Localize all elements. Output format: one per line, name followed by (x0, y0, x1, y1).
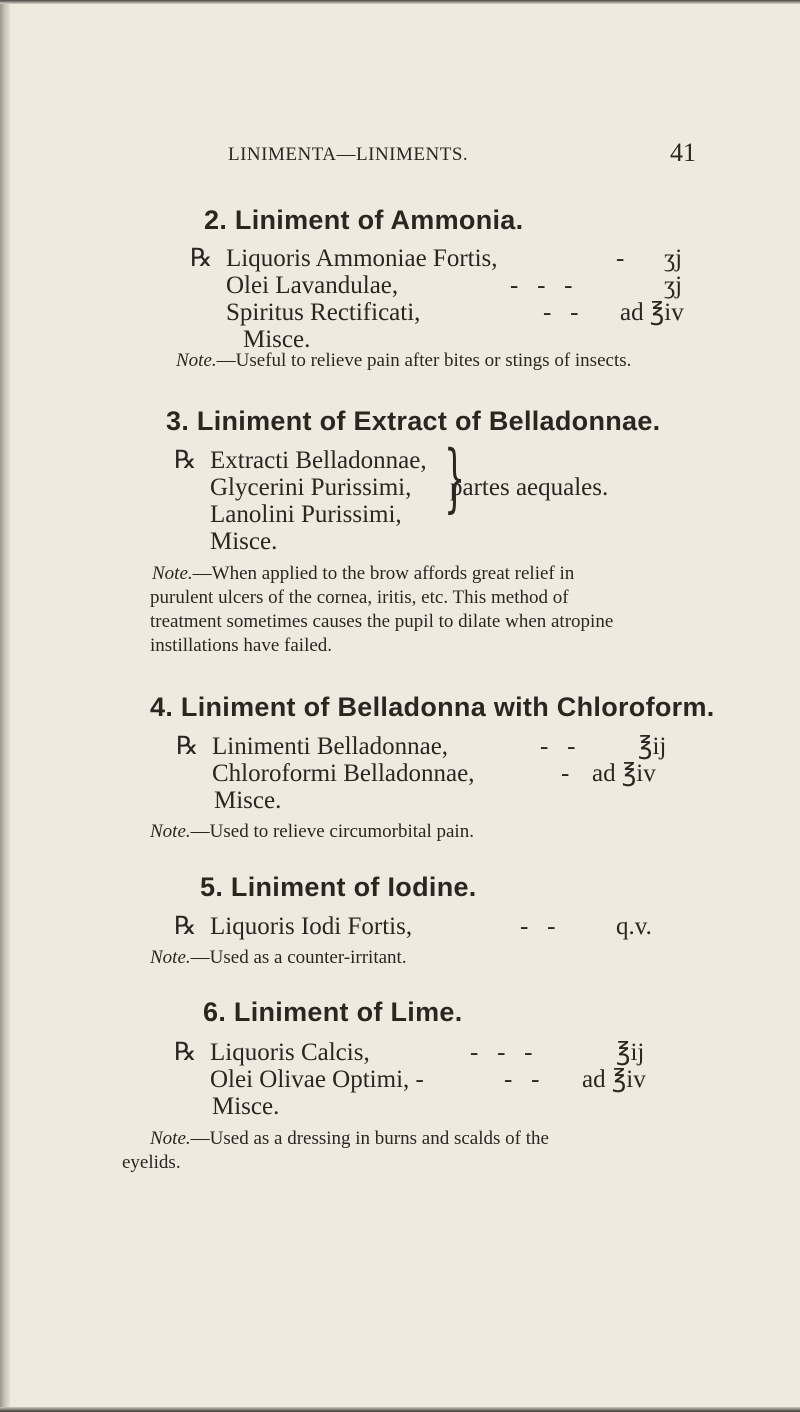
recipe-iodine (174, 913, 694, 943)
ingredient-name: Liquoris Ammoniae Fortis, (226, 245, 498, 272)
section-heading-extract-belladonnae: 3. Liniment of Extract of Belladonnae. (166, 406, 661, 436)
misce-instruction: Misce. (243, 326, 311, 353)
section-heading-belladonna-chloroform: 4. Liniment of Belladonna with Chloroform. (150, 692, 715, 722)
note-ammonia (176, 349, 631, 372)
recipe-belladonna-chloroform (176, 733, 696, 833)
note-label: Note. (176, 350, 217, 371)
leader-dashes: - - - (510, 272, 573, 299)
ingredient-name: Olei Olivae Optimi, - (210, 1066, 424, 1093)
rx-symbol: ℞ (174, 447, 197, 474)
ingredient-name: Olei Lavandulae, (226, 272, 399, 299)
note-text: —Used as a counter-irritant. (190, 947, 407, 968)
page-binding-edge (0, 0, 10, 1412)
section-heading-lime: 6. Liniment of Lime. (203, 997, 463, 1027)
rx-symbol: ℞ (174, 913, 197, 940)
leader-dashes: - - (504, 1066, 540, 1093)
ingredient-amount: ʒj (664, 272, 683, 299)
ingredient-name: Linimenti Belladonnae, (212, 733, 449, 760)
ingredient-amount: ad ℥iv (620, 299, 684, 326)
ingredient-name: Liquoris Iodi Fortis, (210, 913, 413, 940)
ingredient-amount: q.v. (616, 913, 652, 940)
ingredient-name: Liquoris Calcis, (210, 1039, 370, 1066)
ingredient-name: Extracti Belladonnae, (210, 447, 427, 474)
ingredient-amount: ℥ij (638, 733, 667, 760)
rx-symbol: ℞ (190, 245, 213, 272)
rx-symbol: ℞ (174, 1039, 197, 1066)
section-heading-iodine: 5. Liniment of Iodine. (200, 872, 477, 902)
ingredient-name: Spiritus Rectificati, (226, 299, 421, 326)
page-number: 41 (670, 138, 696, 167)
right-brace: } (444, 435, 466, 521)
misce-instruction: Misce. (212, 1093, 280, 1120)
note-label: Note. (152, 563, 193, 584)
note-text-line: treatment sometimes causes the pupil to dilate when atropine (150, 611, 614, 632)
leader-dashes: - (616, 245, 625, 272)
note-text-line: instillations have failed. (150, 635, 333, 656)
leader-dashes: - - (520, 913, 556, 940)
section-heading-ammonia: 2. Liniment of Ammonia. (204, 205, 524, 235)
leader-dashes: - - - (470, 1039, 533, 1066)
running-title: LINIMENTA—LINIMENTS. (228, 144, 469, 165)
note-extract-belladonnae-line1 (152, 562, 574, 585)
rx-symbol: ℞ (176, 733, 199, 760)
note-lime-line1 (150, 1127, 549, 1150)
note-label: Note. (150, 821, 191, 842)
page-top-edge (0, 0, 800, 4)
note-text-line: purulent ulcers of the cornea, iritis, etc. This method of (150, 587, 569, 608)
partes-aequales: partes aequales. (450, 474, 609, 501)
leader-dashes: - (561, 760, 570, 787)
ingredient-name: Glycerini Purissimi, (210, 474, 412, 501)
note-iodine (150, 946, 407, 969)
ingredient-name: Chloroformi Belladonnae, (212, 760, 475, 787)
note-text: —Used to relieve circumorbital pain. (190, 821, 474, 842)
note-text: —When applied to the brow affords great relief in (192, 563, 575, 584)
recipe-extract-belladonnae (174, 435, 694, 567)
note-text: —Used as a dressing in burns and scalds of the (190, 1128, 549, 1149)
ingredient-amount: ℥ij (616, 1039, 645, 1066)
recipe-ammonia (190, 245, 710, 365)
note-text-line: eyelids. (122, 1152, 181, 1173)
ingredient-name: Lanolini Purissimi, (210, 501, 402, 528)
recipe-lime (174, 1039, 694, 1139)
note-label: Note. (150, 947, 191, 968)
ingredient-amount: ʒj (664, 245, 683, 272)
misce-instruction: Misce. (210, 528, 278, 555)
ingredient-amount: ad ℥iv (582, 1066, 646, 1093)
misce-instruction: Misce. (214, 787, 282, 814)
note-label: Note. (150, 1128, 191, 1149)
page-bottom-edge (0, 1407, 800, 1412)
note-text: —Useful to relieve pain after bites or stings of insects. (216, 350, 632, 371)
note-belladonna-chloroform (150, 820, 474, 843)
ingredient-amount: ad ℥iv (592, 760, 656, 787)
leader-dashes: - - (543, 299, 579, 326)
page-header (228, 138, 708, 168)
leader-dashes: - - (540, 733, 576, 760)
